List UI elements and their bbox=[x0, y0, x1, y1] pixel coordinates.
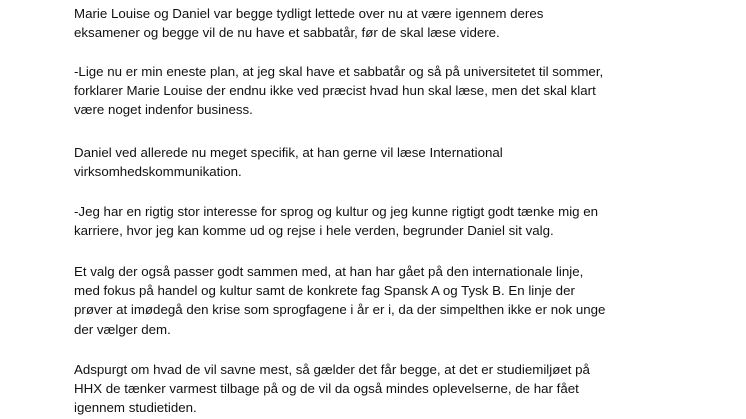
text-line: være noget indenfor business. bbox=[74, 102, 253, 118]
paragraph-4 bbox=[74, 202, 598, 240]
paragraph-1 bbox=[74, 4, 543, 42]
paragraph-2 bbox=[74, 62, 603, 120]
text-line: der vælger dem. bbox=[74, 321, 171, 337]
text-line: igennem studietiden. bbox=[74, 400, 197, 416]
text-line: Daniel ved allerede nu meget specifik, at han gerne vil læse International bbox=[74, 145, 503, 160]
paragraph-5 bbox=[74, 262, 605, 339]
paragraph-6 bbox=[74, 360, 590, 418]
text-line: Marie Louise og Daniel var begge tydligt lettede over nu at være igennem deres bbox=[74, 6, 544, 21]
text-line: -Jeg har en rigtig stor interesse for sprog og kultur og jeg kunne rigtigt godt tænke mig en bbox=[74, 204, 599, 219]
text-line: med fokus på handel og kultur samt de konkrete fag Spansk A og Tysk B. En linje der bbox=[74, 283, 575, 299]
text-line: HHX de tænker varmest tilbage på og de vil da også mindes oplevelserne, de har fået bbox=[74, 381, 579, 397]
text-line: -Lige nu er min eneste plan, at jeg skal have et sabbatår og så på universitetet til sommer, bbox=[74, 64, 604, 79]
text-line: forklarer Marie Louise der endnu ikke ved præcist hvad hun skal læse, men det skal klart bbox=[74, 83, 596, 99]
text-line: karriere, hvor jeg kan komme ud og rejse i hele verden, begrunder Daniel sit valg. bbox=[74, 223, 554, 239]
text-line: eksamener og begge vil de nu have et sabbatår, før de skal læse videre. bbox=[74, 25, 500, 41]
text-line: prøver at imødegå den krise som sprogfagene i år er i, da der simpelthen ikke er nok unge bbox=[74, 302, 606, 318]
text-line: Adspurgt om hvad de vil savne mest, så gælder det får begge, at det er studiemiljøet på bbox=[74, 362, 590, 377]
paragraph-3 bbox=[74, 143, 503, 181]
text-line: Et valg der også passer godt sammen med, at han har gået på den internationale linje, bbox=[74, 264, 584, 279]
text-line: virksomhedskommunikation. bbox=[74, 164, 242, 180]
